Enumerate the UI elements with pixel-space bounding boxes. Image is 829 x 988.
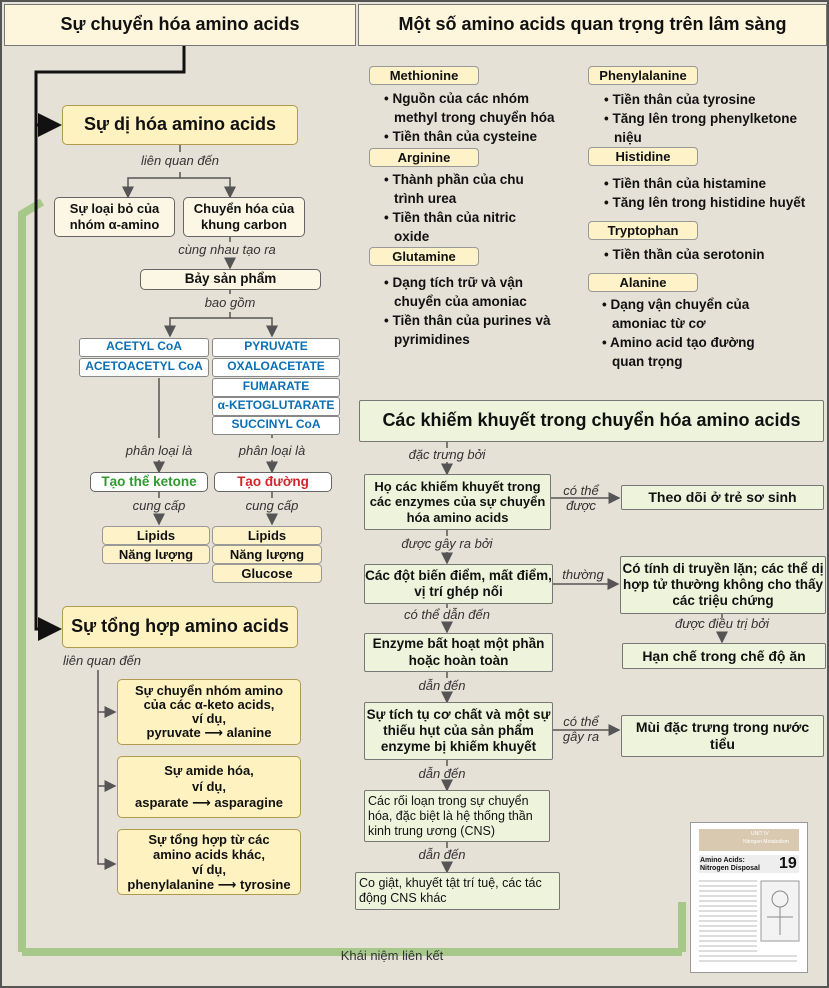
together-label: cùng nhau tạo ra [178, 242, 276, 257]
classified-right-label: phân loại là [238, 443, 306, 458]
clinical-right-3-name: Alanine [588, 273, 698, 292]
transamination-from: pyruvate [146, 725, 201, 740]
clinical-right-1-bullets [604, 174, 829, 212]
newborn-screening-text: Theo dõi ở trẻ sơ sinh [648, 489, 797, 506]
reaction-arrow-icon: ⟶ [217, 877, 237, 892]
urine-odor-box [621, 715, 824, 757]
clinical-right-3-bullet-1: • Amino acid tạo đường quan trọng [602, 335, 755, 369]
product-glucogenic-4: SUCCINYL CoA [212, 416, 340, 435]
chapter-thumbnail [690, 822, 808, 973]
synthesis-title: Sự tổng hợp amino acids [71, 616, 289, 637]
clinical-right-1-bullet-1: • Tăng lên trong histidine huyết [604, 195, 806, 210]
product-glucogenic-1: OXALOACETATE [212, 358, 340, 377]
clinical-right-2-bullet-0: • Tiền thần của serotonin [604, 247, 765, 262]
enzyme-defects-family-box [364, 474, 551, 530]
diet-restriction-text: Hạn chế trong chế độ ăn [642, 647, 806, 664]
glucogenic-box [214, 472, 332, 492]
other-eg: ví dụ, [192, 862, 226, 877]
newborn-screening-box [621, 485, 824, 510]
carbon-skeleton-line2: khung carbon [201, 217, 287, 232]
amidation-line1: Sự amide hóa, [164, 763, 254, 778]
defects-title-box [359, 400, 824, 442]
transamination-reaction [147, 726, 272, 740]
right-output-0: Lipids [212, 526, 322, 545]
clinical-left-1-bullets [384, 170, 554, 246]
can-cause-label: có thể gây ra [562, 714, 600, 744]
clinical-right-0-bullet-0: • Tiền thân của tyrosine [604, 92, 756, 107]
clinical-right-3-bullets [602, 295, 782, 371]
transamination-line1: Sự chuyển nhóm amino [134, 683, 284, 698]
right-output-1: Năng lượng [212, 545, 322, 564]
clinical-right-2-bullets [604, 245, 814, 264]
thumbnail-title-line2: Nitrogen Disposal [700, 865, 760, 872]
clinical-left-2-bullets [384, 273, 559, 349]
other-line1: Sự tổng hợp từ các [148, 832, 270, 847]
thumbnail-unit: UNIT IV [751, 831, 769, 837]
treated-by-label: được điều trị bởi [674, 616, 770, 631]
leads-to-label-3: dẫn đến [418, 847, 466, 862]
enzyme-inactive-box [364, 633, 553, 672]
synthesis-from-other-box [117, 829, 301, 895]
clinical-left-2-name: Glutamine [369, 247, 479, 266]
leads-to-label-1: dẫn đến [418, 678, 466, 693]
transamination-to: alanine [226, 725, 272, 740]
amidation-from: asparate [134, 795, 189, 810]
thumbnail-chapter-number: 19 [779, 855, 797, 872]
enzyme-inactive-text: Enzyme bất hoạt một phần hoặc hoàn toàn [372, 636, 545, 668]
product-ketogenic-0: ACETYL CoA [79, 338, 209, 357]
header-right [358, 4, 827, 46]
recessive-box [620, 556, 826, 614]
carbon-skeleton-line1: Chuyển hóa của [193, 201, 295, 217]
product-glucogenic-2: FUMARATE [212, 378, 340, 397]
mutations-box [364, 564, 553, 604]
glucogenic-text: Tạo đường [237, 473, 309, 489]
clinical-right-2-name: Tryptophan [588, 221, 698, 240]
amidation-box [117, 756, 301, 818]
clinical-right-0-bullet-1: • Tăng lên trong phenylketone niệu [604, 111, 797, 145]
ketogenic-text: Tạo thể ketone [101, 473, 197, 489]
characterized-label: đặc trưng bởi [408, 447, 486, 462]
caused-by-label: được gây ra bởi [401, 536, 493, 551]
carbon-skeleton-box [183, 197, 305, 237]
other-to: tyrosine [240, 877, 291, 892]
clinical-left-0-name: Methionine [369, 66, 479, 85]
header-left-title: Sự chuyển hóa amino acids [60, 14, 300, 35]
clinical-left-1-bullet-0: • Thành phần của chu trình urea [384, 172, 524, 206]
accumulation-box [364, 702, 553, 760]
seizures-box [355, 872, 560, 910]
amidation-to: asparagine [214, 795, 284, 810]
clinical-right-3-bullet-0: • Dạng vận chuyển của amoniac từ cơ [602, 297, 750, 331]
alpha-amino-removal-line2: nhóm α-amino [69, 217, 160, 232]
catabolism-title: Sự dị hóa amino acids [83, 114, 277, 135]
clinical-left-0-bullet-1: • Tiền thân của cysteine [384, 129, 538, 144]
synthesis-related-label: liên quan đến [62, 653, 142, 668]
enzyme-defects-family-text: Họ các khiếm khuyết trong các enzymes của sự chuyển hóa amino acids [369, 478, 546, 525]
clinical-left-1-name: Arginine [369, 148, 479, 167]
cns-disorders-text: Các rối loạn trong sự chuyển hóa, đặc biệt là hệ thống thần kinh trung ương (CNS) [368, 793, 533, 838]
product-ketogenic-1: ACETOACETYL CoA [79, 358, 209, 377]
clinical-left-2-bullet-0: • Dạng tích trữ và vận chuyển của amoniac [384, 275, 527, 309]
recessive-text: Có tính di truyền lặn; các thể dị hợp tử thường không cho thấy các triệu chứng [622, 560, 824, 609]
transamination-eg: ví dụ, [192, 711, 226, 726]
transamination-box [117, 679, 301, 745]
can-be-label: có thể được [563, 483, 599, 513]
clinical-left-2-bullet-1: • Tiền thân của purines và pyrimidines [384, 313, 551, 347]
right-output-2: Glucose [212, 564, 322, 583]
clinical-left-1-bullet-1: • Tiền thân của nitric oxide [384, 210, 517, 244]
clinical-right-0-name: Phenylalanine [588, 66, 698, 85]
synthesis-title-box [62, 606, 298, 648]
leads-to-label-2: dẫn đến [418, 766, 466, 781]
concept-link-label: Khái niệm liên kết [340, 948, 444, 963]
diet-restriction-box [622, 643, 826, 669]
clinical-left-0-bullet-0: • Nguồn của các nhóm methyl trong chuyển hóa [384, 91, 555, 125]
left-output-1: Năng lượng [102, 545, 210, 564]
thumbnail-unit-sub: Nitrogen Metabolism [743, 839, 789, 845]
catabolism-title-box [62, 105, 298, 145]
left-output-0: Lipids [102, 526, 210, 545]
clinical-right-1-name: Histidine [588, 147, 698, 166]
ketogenic-box [90, 472, 208, 492]
amidation-eg: ví dụ, [192, 779, 226, 794]
thumbnail-title [700, 857, 760, 873]
reaction-arrow-icon: ⟶ [192, 795, 211, 810]
seven-products-text: Bảy sản phẩm [184, 271, 277, 287]
catabolism-related-label: liên quan đến [140, 153, 220, 168]
alpha-amino-removal-box [54, 197, 175, 237]
reaction-arrow-icon: ⟶ [204, 725, 224, 740]
urine-odor-text: Mùi đặc trưng trong nước tiểu [635, 719, 810, 752]
cns-disorders-box [364, 790, 550, 842]
accumulation-text: Sự tích tụ cơ chất và một sự thiếu hụt của sản phẩm enzyme bị khiếm khuyết [366, 706, 551, 755]
clinical-left-0-bullets [384, 89, 574, 146]
classified-left-label: phân loại là [125, 443, 193, 458]
alpha-amino-removal-line1: Sự loại bỏ của [69, 201, 160, 217]
thumbnail-body-lines [697, 877, 803, 969]
provide-left-label: cung cấp [132, 498, 186, 513]
amidation-reaction [135, 795, 283, 811]
transamination-line2: của các α-keto acids, [143, 697, 275, 712]
can-lead-label: có thể dẫn đến [403, 607, 491, 622]
other-reaction [127, 877, 290, 892]
clinical-right-1-bullet-0: • Tiền thân của histamine [604, 176, 767, 191]
provide-right-label: cung cấp [245, 498, 299, 513]
seizures-text: Co giật, khuyết tật trí tuệ, các tác động CNS khác [359, 876, 542, 905]
clinical-right-0-bullets [604, 90, 814, 147]
include-label: bao gồm [204, 295, 256, 310]
header-left [4, 4, 356, 46]
mutations-text: Các đột biến điểm, mất điểm, vị trí ghép nối [365, 567, 552, 599]
other-line2: amino acids khác, [153, 847, 265, 862]
seven-products-box [140, 269, 321, 290]
usually-label: thường [562, 567, 604, 582]
header-right-title: Một số amino acids quan trọng trên lâm sàng [398, 14, 787, 35]
thumbnail-title-line1: Amino Acids: [700, 857, 745, 864]
defects-title: Các khiếm khuyết trong chuyển hóa amino acids [382, 410, 801, 431]
other-from: phenylalanine [127, 877, 215, 892]
product-glucogenic-3: α-KETOGLUTARATE [212, 397, 340, 416]
product-glucogenic-0: PYRUVATE [212, 338, 340, 357]
